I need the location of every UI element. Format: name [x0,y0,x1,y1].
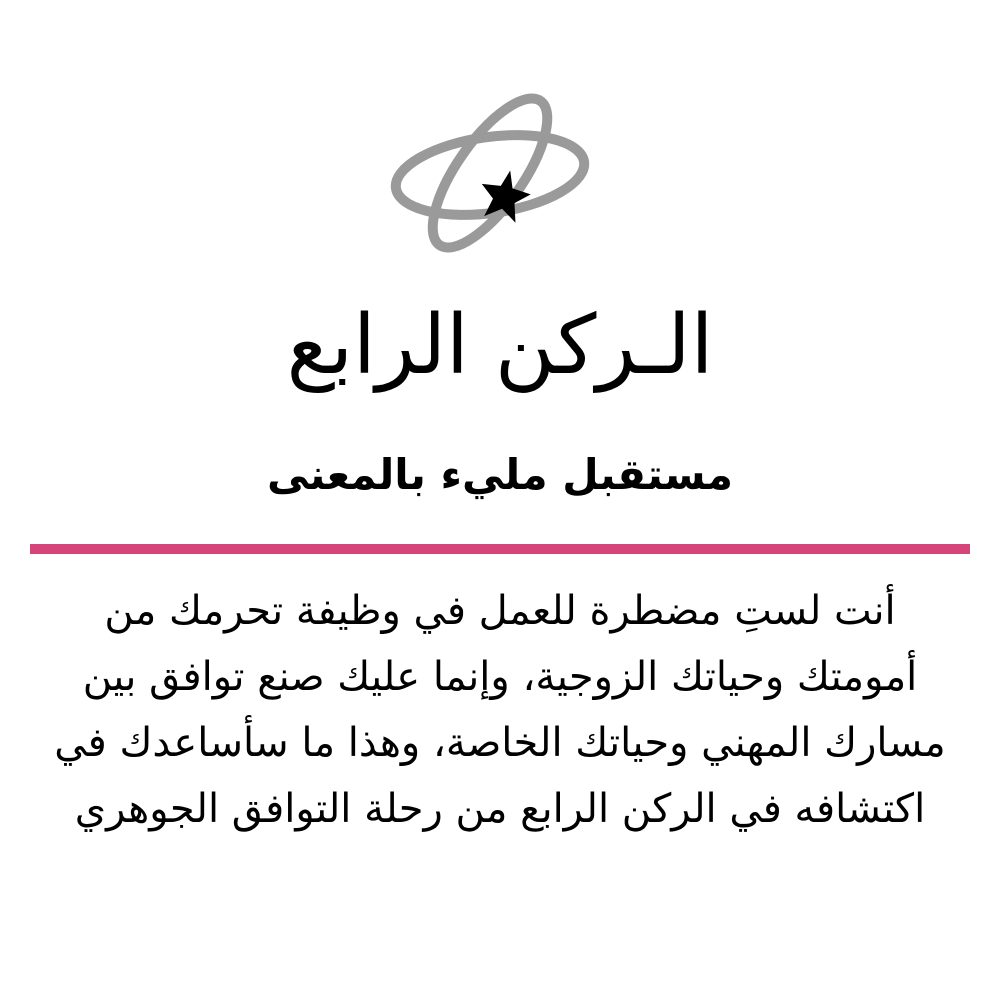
page-title: الـركن الرابع [286,298,714,393]
orbit-star-icon [390,85,590,260]
page-subtitle: مستقبل مليء بالمعنى [267,450,733,499]
section-divider [30,544,970,554]
body-paragraph: أنت لستِ مضطرة للعمل في وظيفة تحرمك من أمومتك وحياتك الزوجية، وإنما عليك صنع توافق بين مسارك المهني وحياتك الخاصة، وهذا ما سأساعدك في اكتشافه في الركن الرابع من رحلة التوافق الجوهري [54,588,946,832]
